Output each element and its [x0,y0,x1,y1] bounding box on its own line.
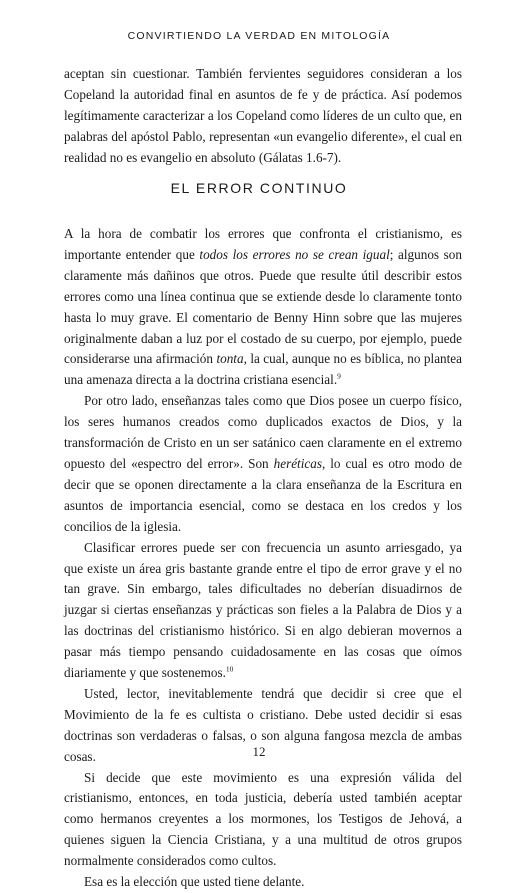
section-heading: EL ERROR CONTINUO [170,180,348,196]
emphasis: tonta [216,351,244,367]
paragraph-5: Si decide que este movimiento es una expresión válida del cristianismo, entonces, en toda justicia, debería usted también aceptar como hermanos creyentes a los mormones, los Testigos de Jehová, a quienes siguen la Ciencia Cristiana, y a una multitud de otros grupos normalmente considerados como cultos. [64,769,462,869]
footnote-ref-10[interactable]: 10 [225,664,234,674]
paragraph-4: Usted, lector, inevitablemente tendrá que decidir si cree que el Movimiento de la fe es cultista o cristiano. Debe usted decidir si esas doctrinas son verdaderas o falsas, o son alguna fangosa mezcla de ambas cosas. [64,685,462,764]
paragraph-6: Esa es la elección que usted tiene delante. [84,874,305,890]
opening-paragraph: aceptan sin cuestionar. También fervientes seguidores consideran a los Copeland la autoridad final en asuntos de fe y de práctica. Así podemos legítimamente caracterizar a los Copeland como líderes de un culto que, en palabras del apóstol Pablo, representan «un evangelio diferente», el cual en realidad no es evangelio en absoluto (Gálatas 1.6-7). [64,66,462,165]
emphasis: heréticas [273,455,322,471]
emphasis: todos los errores no se crean igual [199,246,390,262]
footnote-ref-9[interactable]: 9 [337,371,341,381]
paragraph-1: A la hora de combatir los errores que confronta el cristianismo, es importante entender que todos los errores no se crean igual; algunos son claramente más dañinos que otros. Puede que resulte útil describir estos errores como una línea continua que se extiende desde lo claramente tonto hasta lo muy grave. El comentario de Benny Hinn sobre que las mujeres originalmente daban a luz por el costado de su cuerpo, por ejemplo, puede considerarse una afirmación tonta, la cual, aunque no es bíblica, no plantea una amenaza directa a la doctrina cristiana esencial.$^9$ [64,226,463,388]
paragraph-3: Clasificar errores puede ser con frecuencia un asunto arriesgado, ya que existe un área gris bastante grande entre el tipo de error grave y el no tan grave. Sin embargo, tales dificultades no deberían disuadirnos de juzgar si ciertas enseñanzas y prácticas son fieles a la Palabra de Dios y a las doctrinas del cristianismo histórico. Si en algo debieran movernos a pasar más tiempo pensando cuidadosamente en las cosas que oímos diariamente y que sostenemos.$^{10}$ [64,539,462,681]
page-number: 12 [252,744,266,759]
running-head: CONVIRTIENDO LA VERDAD EN MITOLOGÍA [127,30,391,42]
paragraph-2: Por otro lado, enseñanzas tales como que Dios posee un cuerpo físico, los seres humanos creados como duplicados exactos de Dios, y la transformación de Cristo en un ser satánico caen claramente en el extremo opuesto del «espectro del error». Son heréticas, lo cual es otro modo de decir que se oponen directamente a la clara enseñanza de la Escritura en asuntos de importancia esencial, como se destaca en los credos y los concilios de la iglesia. [64,393,463,534]
